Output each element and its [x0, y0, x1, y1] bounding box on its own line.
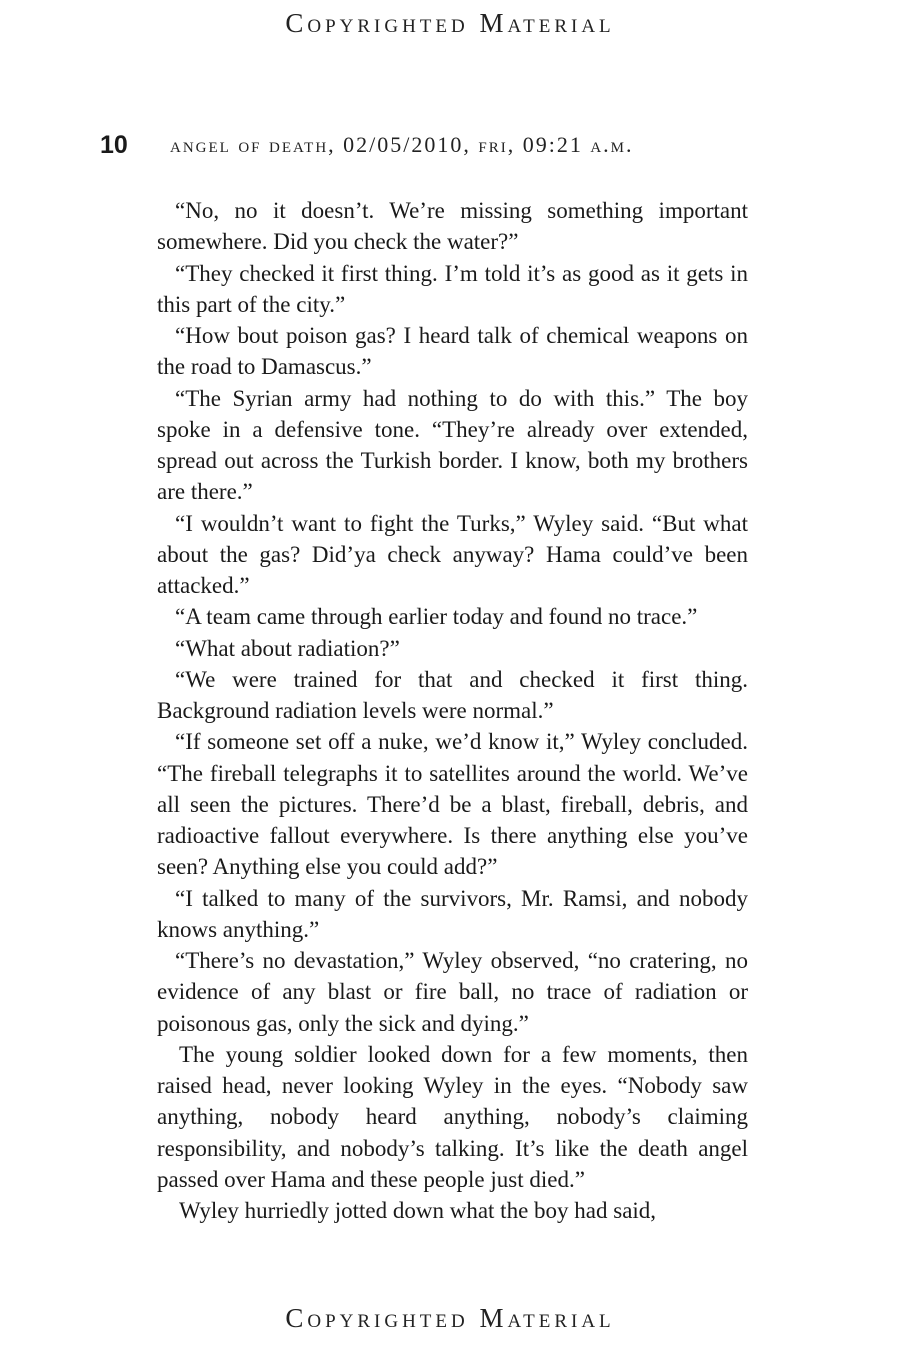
copyright-watermark-bottom: Copyrighted Material	[285, 1303, 615, 1333]
page-number: 10	[100, 131, 128, 159]
running-head	[100, 131, 750, 167]
paragraph: “I talked to many of the survivors, Mr. Ramsi, and nobody knows anything.”	[157, 885, 748, 942]
paragraph: Wyley hurriedly jotted down what the boy had said,	[179, 1198, 657, 1223]
paragraph: “What about radiation?”	[175, 635, 400, 661]
paragraph: The young soldier looked down for a few moments, then raised head, never looking Wyley in the eyes. “Nobody saw anything, nobody heard anything, nobody’s claiming responsibility, and nobody’s talking. It’s like the death angel passed over Hama and these people just died.”	[157, 1041, 748, 1192]
paragraph: “The Syrian army had nothing to do with this.” The boy spoke in a defensive tone. “They’re already over extended, spread out across the Turkish border. I know, both my brothers are there.”	[157, 385, 748, 505]
paragraph: “They checked it first thing. I’m told it’s as good as it gets in this part of the city.”	[157, 260, 748, 317]
paragraph: “There’s no devastation,” Wyley observed, “no cratering, no evidence of any blast or fire ball, no trace of radiation or poisonous gas, only the sick and dying.”	[157, 948, 748, 1036]
paragraph: “No, no it doesn’t. We’re missing something important somewhere. Did you check the water?”	[157, 198, 748, 255]
body-text	[157, 195, 748, 1226]
paragraph: “How bout poison gas? I heard talk of chemical weapons on the road to Damascus.”	[157, 323, 748, 380]
chapter-heading: angel of death, 02/05/2010, fri, 09:21 a.m.	[170, 132, 634, 157]
paragraph: “If someone set off a nuke, we’d know it,” Wyley concluded. “The fireball telegraphs it to satellites around the world. We’ve all seen the pictures. There’d be a blast, fireball, debris, and radioactive fallout everywhere. Is there anything else you’ve seen? Anything else you could add?”	[157, 729, 748, 880]
paragraph: “A team came through earlier today and found no trace.”	[175, 604, 698, 630]
copyright-watermark-top: Copyrighted Material	[285, 8, 615, 38]
paragraph: “We were trained for that and checked it first thing. Background radiation levels were normal.”	[157, 666, 748, 723]
paragraph: “I wouldn’t want to fight the Turks,” Wyley said. “But what about the gas? Did’ya check anyway? Hama could’ve been attacked.”	[157, 510, 748, 598]
